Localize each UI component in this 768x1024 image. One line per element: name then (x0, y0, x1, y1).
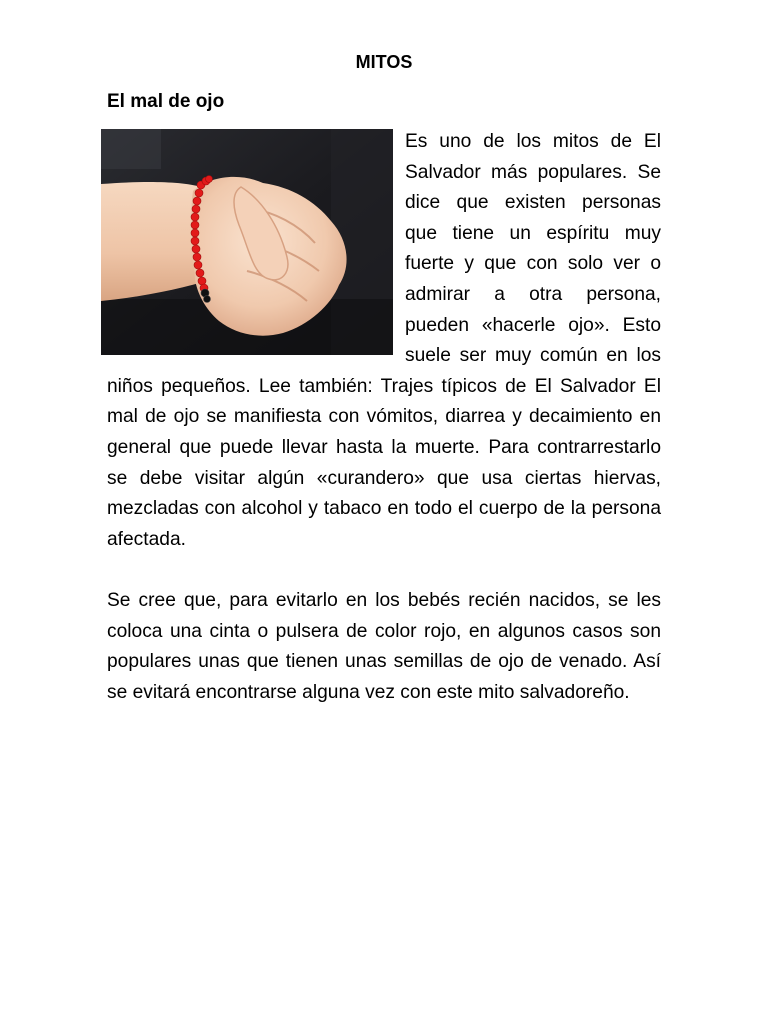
document-title: MITOS (355, 52, 413, 72)
baby-fist-photo (101, 129, 393, 355)
paragraph-1: Es uno de los mitos de El Salvador más populares. Se dice que existen personas que tiene un espíritu muy fuerte y que con solo ver o admirar a otra persona, pueden «hacerle ojo». Esto suele ser muy común en los niños pequeños. Lee también: Trajes típicos de El Salvador El mal de ojo se manifiesta con vómitos, diarrea y decaimiento en general que puede llevar hasta la muerte. Para contrarrestarlo se debe visitar algún «curandero» que usa ciertas hiervas, mezcladas con alcohol y tabaco en todo el cuerpo de la persona afectada. (107, 131, 661, 550)
paragraph-spacer (107, 555, 661, 586)
section-heading: El mal de ojo (107, 91, 225, 112)
paragraph-2: Se cree que, para evitarlo en los bebés recién nacidos, se les coloca una cinta o pulsera de color rojo, en algunos casos son populares unas que tienen unas semillas de ojo de venado. Así se evitará encontrarse alguna vez con este mito salvadoreño. (107, 589, 661, 703)
baby-fist-red-bracelet-image (101, 129, 393, 355)
article-body (107, 127, 661, 708)
